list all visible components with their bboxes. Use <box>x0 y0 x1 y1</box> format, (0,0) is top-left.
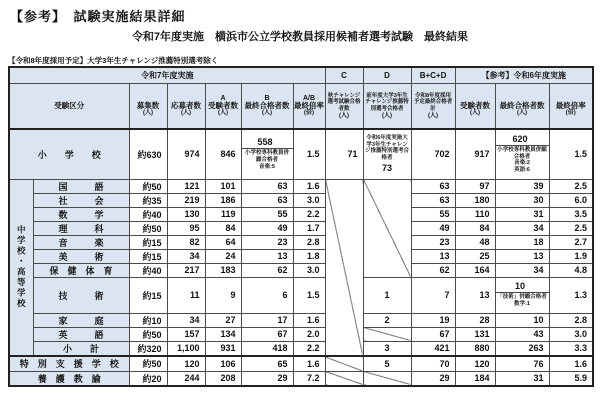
final-pass-cell: 29 <box>241 371 293 386</box>
final-ratio-cell: 7.2 <box>293 371 325 386</box>
r6-final-pass-cell: 18 <box>495 235 549 249</box>
r6-examinees-cell: 48 <box>455 235 495 249</box>
recruit-cell: 約15 <box>129 249 167 263</box>
r6-examinees-cell: 120 <box>455 356 495 371</box>
final-ratio-cell: 1.5 <box>293 277 325 313</box>
c-cell: 71 <box>325 129 363 179</box>
final-pass-cell: 17 <box>241 313 293 327</box>
d-cell: 1 <box>363 277 411 313</box>
row-special-support <box>9 356 593 371</box>
final-pass-cell: 63 <box>241 179 293 193</box>
examinees-cell: 119 <box>205 207 241 221</box>
recruit-cell: 約50 <box>129 327 167 341</box>
recruit-cell: 約630 <box>129 129 167 179</box>
r6-final-pass-cell: 30 <box>495 193 549 207</box>
r6-final-ratio-cell: 2.7 <box>549 235 593 249</box>
bcd-cell: 67 <box>411 327 455 341</box>
applicants-cell: 219 <box>167 193 205 207</box>
subject-label: 国 語 <box>33 179 129 193</box>
examinees-cell: 84 <box>205 221 241 235</box>
examinees-cell: 134 <box>205 327 241 341</box>
applicants-cell: 244 <box>167 371 205 386</box>
examinees-cell: 931 <box>205 341 241 356</box>
bcd-cell: 62 <box>411 263 455 277</box>
r6-final-pass-cell: 31 <box>495 371 549 386</box>
bcd-cell: 63 <box>411 179 455 193</box>
applicants-cell: 82 <box>167 235 205 249</box>
header-letter-c: C <box>325 67 363 83</box>
final-ratio-cell: 1.5 <box>293 129 325 179</box>
col-header-bcd-desc: 令和8年度採用予定最終合格者計 (人) <box>411 83 455 129</box>
r6-final-pass-cell: 31 <box>495 207 549 221</box>
col-header-final-pass: B 最終合格者数 (人) <box>241 83 293 129</box>
r6-final-pass-cell: 13 <box>495 249 549 263</box>
subject-label: 英 語 <box>33 327 129 341</box>
recruit-cell: 約50 <box>129 179 167 193</box>
final-ratio-cell: 1.7 <box>293 221 325 235</box>
applicants-cell: 34 <box>167 249 205 263</box>
r6-examinees-cell: 13 <box>455 277 495 313</box>
recruit-cell: 約10 <box>129 313 167 327</box>
bcd-cell: 7 <box>411 277 455 313</box>
col-header-exam-category: 受験区分 <box>9 83 129 129</box>
header-r7-band: 令和7年度実施 <box>9 67 325 83</box>
r6-final-ratio-cell: 2.5 <box>549 221 593 235</box>
r6-final-pass-cell: 620 小学校専科教員併願合格者 音楽:2 英語:6 <box>495 129 549 179</box>
d-cell: 2 <box>363 313 411 327</box>
final-ratio-cell: 1.8 <box>293 249 325 263</box>
examinees-cell: 64 <box>205 235 241 249</box>
r6-final-ratio-cell: 2.5 <box>549 179 593 193</box>
r6-pass-note: 小学校専科教員併願合格者 <box>497 147 547 160</box>
subject-row <box>9 179 593 193</box>
subject-label: 美 術 <box>33 249 129 263</box>
r6-examinees-cell: 84 <box>455 221 495 235</box>
row-label-special-support: 特 別 支 援 学 校 <box>9 356 129 371</box>
r6-examinees-cell: 164 <box>455 263 495 277</box>
applicants-cell: 120 <box>167 356 205 371</box>
examinees-cell: 101 <box>205 179 241 193</box>
header-letter-bcd: B+C+D <box>411 67 455 83</box>
bcd-cell: 13 <box>411 249 455 263</box>
bcd-cell: 421 <box>411 341 455 356</box>
r6-final-ratio-cell: 3.3 <box>549 341 593 356</box>
bcd-cell: 19 <box>411 313 455 327</box>
pass-note: 小学校専科教員併願合格者 <box>244 150 289 163</box>
final-pass-cell: 62 <box>241 263 293 277</box>
applicants-cell: 974 <box>167 129 205 179</box>
subject-label: 小 計 <box>33 341 129 356</box>
d-cell: 5 <box>363 356 411 371</box>
header-columns-row <box>9 83 593 129</box>
subject-row <box>9 263 593 277</box>
r6-examinees-cell: 28 <box>455 313 495 327</box>
row-label-elementary: 小 学 校 <box>9 129 129 179</box>
bcd-cell: 49 <box>411 221 455 235</box>
col-header-d-desc: 前年度大学3年生チャレンジ推薦特別選考合格者 (人) <box>363 83 411 129</box>
bcd-cell: 23 <box>411 235 455 249</box>
header-band-row <box>9 67 593 83</box>
c-na-cell <box>325 371 363 386</box>
final-pass-cell: 63 <box>241 193 293 207</box>
col-header-recruit: 募集数 (人) <box>129 83 167 129</box>
row-school-nurse <box>9 371 593 386</box>
page-title: 【参考】 試験実施結果詳細 <box>10 9 186 24</box>
r6-final-ratio-cell: 1.5 <box>549 129 593 179</box>
r6-final-ratio-cell: 4.8 <box>549 263 593 277</box>
final-ratio-cell: 1.6 <box>293 356 325 371</box>
applicants-cell: 157 <box>167 327 205 341</box>
final-pass-cell: 55 <box>241 207 293 221</box>
subject-label: 理 科 <box>33 221 129 235</box>
r6-final-ratio-cell: 3.5 <box>549 207 593 221</box>
col-header-r6-final-ratio: 最終倍率 (倍) <box>549 83 593 129</box>
subject-row <box>9 327 593 341</box>
bcd-cell: 55 <box>411 207 455 221</box>
col-header-final-ratio: A/B 最終倍率 (倍) <box>293 83 325 129</box>
applicants-cell: 130 <box>167 207 205 221</box>
subject-row <box>9 249 593 263</box>
group-label-jhs-hs: 中学校・高等学校 <box>9 179 33 356</box>
r6-final-pass-cell: 34 <box>495 263 549 277</box>
row-label-school-nurse: 養 護 教 諭 <box>9 371 129 386</box>
applicants-cell: 95 <box>167 221 205 235</box>
examinees-cell: 846 <box>205 129 241 179</box>
subject-label: 音 楽 <box>33 235 129 249</box>
col-header-c-desc: 秋チャレンジ選考試験合格者数 (人) <box>325 83 363 129</box>
applicants-cell: 121 <box>167 179 205 193</box>
r6-final-pass-cell: 263 <box>495 341 549 356</box>
r6-final-pass-cell: 39 <box>495 179 549 193</box>
header-letter-d: D <box>363 67 411 83</box>
r6-final-pass-cell: 76 <box>495 356 549 371</box>
final-ratio-cell: 3.0 <box>293 263 325 277</box>
subtotal-row <box>9 341 593 356</box>
subject-label: 家 庭 <box>33 313 129 327</box>
final-pass-cell: 418 <box>241 341 293 356</box>
r6-final-ratio-cell: 1.6 <box>549 356 593 371</box>
recruit-cell: 約15 <box>129 235 167 249</box>
header-r6-band: 【参考】令和6年度実施 <box>455 67 593 83</box>
d-na-cell <box>363 179 411 277</box>
examinees-cell: 106 <box>205 356 241 371</box>
recruit-cell: 約20 <box>129 371 167 386</box>
d-na-cell <box>363 327 411 341</box>
r6-examinees-cell: 184 <box>455 371 495 386</box>
r6-examinees-cell: 880 <box>455 341 495 356</box>
recruit-cell: 約50 <box>129 221 167 235</box>
r6-examinees-cell: 110 <box>455 207 495 221</box>
col-header-r6-final-pass: 最終合格者数 (人) <box>495 83 549 129</box>
r6-examinees-cell: 180 <box>455 193 495 207</box>
final-pass-cell: 67 <box>241 327 293 341</box>
examinees-cell: 208 <box>205 371 241 386</box>
recruit-cell: 約15 <box>129 277 167 313</box>
subject-row <box>9 221 593 235</box>
final-ratio-cell: 2.2 <box>293 207 325 221</box>
subject-row <box>9 235 593 249</box>
final-pass-cell: 23 <box>241 235 293 249</box>
r6-final-ratio-cell: 2.8 <box>549 313 593 327</box>
final-ratio-cell: 1.6 <box>293 313 325 327</box>
subject-label: 保 健 体 育 <box>33 263 129 277</box>
examinees-cell: 9 <box>205 277 241 313</box>
recruit-cell: 約35 <box>129 193 167 207</box>
d-na-cell <box>363 371 411 386</box>
r6-final-ratio-cell: 1.3 <box>549 277 593 313</box>
row-elementary <box>9 129 593 179</box>
subject-row <box>9 207 593 221</box>
bcd-cell: 63 <box>411 193 455 207</box>
bcd-cell: 70 <box>411 356 455 371</box>
final-pass-cell: 6 <box>241 277 293 313</box>
subject-label: 技 術 <box>33 277 129 313</box>
r6-examinees-cell: 25 <box>455 249 495 263</box>
subject-label: 社 会 <box>33 193 129 207</box>
r6-final-ratio-cell: 6.0 <box>549 193 593 207</box>
final-ratio-cell: 2.2 <box>293 341 325 356</box>
r6-examinees-cell: 917 <box>455 129 495 179</box>
final-pass-cell: 65 <box>241 356 293 371</box>
applicants-cell: 11 <box>167 277 205 313</box>
d-cell: 令和6年度実施大学3年生チャレンジ推薦特別選考合格者 73 <box>363 129 411 179</box>
c-na-cell <box>325 179 363 356</box>
final-ratio-cell: 1.6 <box>293 179 325 193</box>
subject-row <box>9 277 593 313</box>
applicants-cell: 217 <box>167 263 205 277</box>
final-ratio-cell: 2.8 <box>293 235 325 249</box>
recruit-cell: 約40 <box>129 207 167 221</box>
applicants-cell: 34 <box>167 313 205 327</box>
r6-final-pass-cell: 34 <box>495 221 549 235</box>
bcd-cell: 29 <box>411 371 455 386</box>
recruit-cell: 約50 <box>129 356 167 371</box>
subject-row <box>9 313 593 327</box>
applicants-cell: 1,100 <box>167 341 205 356</box>
r6-pass-note: 「技術」併願合格者 <box>497 294 547 301</box>
col-header-r6-examinees: 受験者数 (人) <box>455 83 495 129</box>
subject-label: 数 学 <box>33 207 129 221</box>
final-ratio-cell: 2.0 <box>293 327 325 341</box>
r6-final-ratio-cell: 3.0 <box>549 327 593 341</box>
r6-final-ratio-cell: 5.9 <box>549 371 593 386</box>
d-note: 令和6年度実施大学3年生チャレンジ推薦特別選考合格者 <box>365 135 410 161</box>
bcd-cell: 702 <box>411 129 455 179</box>
r6-final-pass-cell: 10 <box>495 313 549 327</box>
page-subtitle: 令和7年度実施 横浜市公立学校教員採用候補者選考試験 最終結果 <box>131 31 469 43</box>
col-header-examinees: A 受験者数 (人) <box>205 83 241 129</box>
c-na-cell <box>325 356 363 371</box>
final-pass-cell: 49 <box>241 221 293 235</box>
r6-final-pass-cell: 43 <box>495 327 549 341</box>
final-ratio-cell: 3.0 <box>293 193 325 207</box>
col-header-applicants: 応募者数 (人) <box>167 83 205 129</box>
examinees-cell: 186 <box>205 193 241 207</box>
final-pass-cell: 558 小学校専科教員併願合格者 音楽:5 <box>241 129 293 179</box>
examinees-cell: 183 <box>205 263 241 277</box>
subject-row <box>9 193 593 207</box>
examinees-cell: 27 <box>205 313 241 327</box>
final-pass-cell: 13 <box>241 249 293 263</box>
examinees-cell: 24 <box>205 249 241 263</box>
d-cell: 3 <box>363 341 411 356</box>
r6-final-pass-cell: 10 「技術」併願合格者 数学:1 <box>495 277 549 313</box>
r6-final-ratio-cell: 1.9 <box>549 249 593 263</box>
results-table <box>8 66 594 387</box>
r6-examinees-cell: 131 <box>455 327 495 341</box>
r6-examinees-cell: 97 <box>455 179 495 193</box>
recruit-cell: 約320 <box>129 341 167 356</box>
recruit-cell: 約40 <box>129 263 167 277</box>
table-note: 【令和8年度採用予定】大学3年生チャレンジ推薦特別選考除く <box>8 56 219 65</box>
